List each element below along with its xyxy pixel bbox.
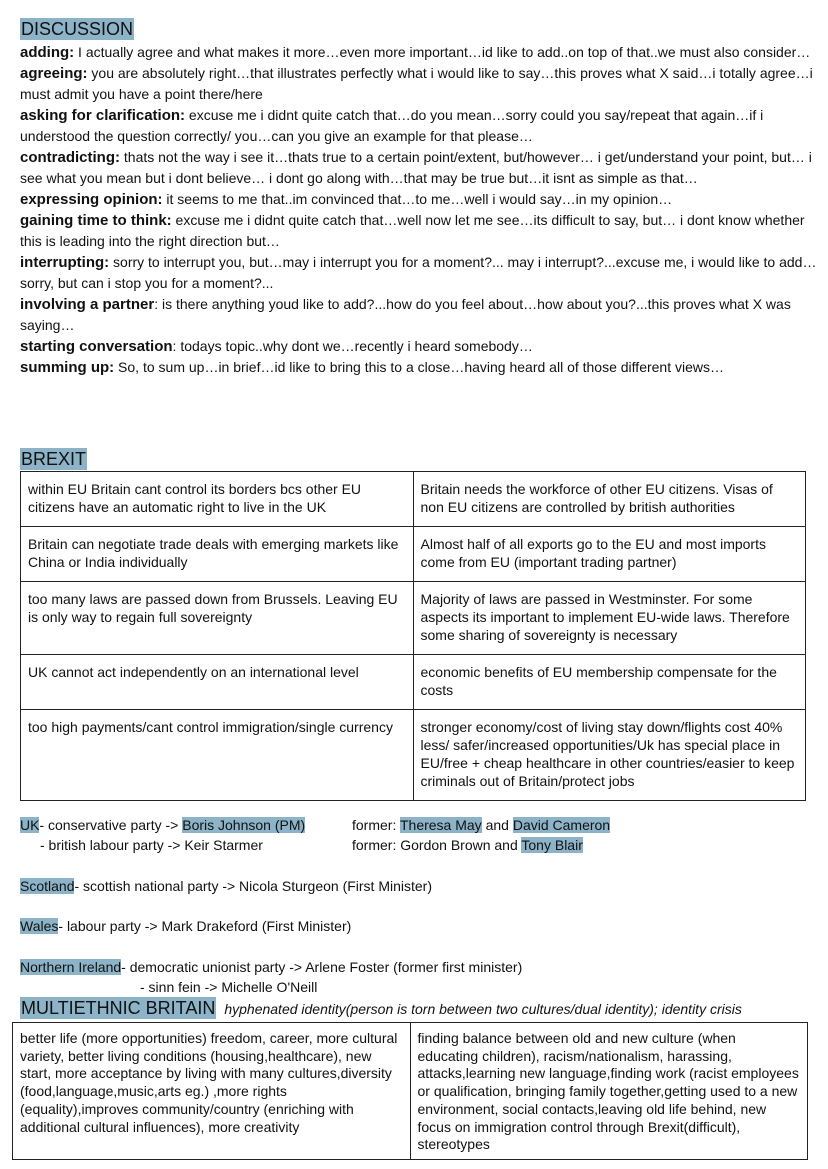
phrase-text: thats not the way i see it…thats true to a certain point/extent, but/however… i get/understand your point, but… i see what you mean but i dont believe… i dont go along with…that may be true but…it isnt as simple as that… xyxy=(20,149,812,186)
phrase-term: agreeing: xyxy=(20,65,88,82)
ni-text: - democratic unionist party -> Arlene Foster (former first minister) xyxy=(121,959,523,975)
phrase-text: : is there anything youd like to add?...how do you feel about…how about you?...this proves what X was saying… xyxy=(20,296,791,333)
and-text: and xyxy=(481,817,513,833)
table-cell-advantages: better life (more opportunities) freedom, career, more cultural variety, better living conditions (housing,healthcare), new start, more acceptance by living with many cultures,diversity (food,language,music,arts eg.) ,more rights (equality),improves community/country (enriching with additional cultural influences), more creativity xyxy=(13,1023,411,1160)
phrase-interrupting xyxy=(20,252,820,294)
multiethnic-header xyxy=(20,997,742,1019)
table-cell-contra: Almost half of all exports go to the EU and most imports come from EU (important trading partner) xyxy=(413,527,806,582)
phrase-text: sorry to interrupt you, but…may i interrupt you for a moment?... may i interrupt?...excuse me, i would like to add…sorry, but can i stop you for a moment?... xyxy=(20,254,817,291)
uk-former-1 xyxy=(352,815,610,835)
former-name: Tony Blair xyxy=(521,837,583,853)
table-cell-pro: UK cannot act independently on an international level xyxy=(21,655,414,710)
discussion-title: DISCUSSION xyxy=(21,19,134,39)
uk-label: UK xyxy=(20,817,40,833)
phrase-involving-partner xyxy=(20,294,820,336)
phrase-term: interrupting: xyxy=(20,254,110,271)
table-cell-contra: stronger economy/cost of living stay down/flights cost 40% less/ safer/increased opportunities/Uk has special place in EU/free + cheap healthcare in other countries/easier to keep criminals out of Britain/protect jobs xyxy=(413,710,806,801)
phrase-summing-up xyxy=(20,357,820,378)
phrase-term: adding: xyxy=(20,44,75,61)
uk-former-2 xyxy=(352,835,583,855)
table-row xyxy=(21,472,806,527)
phrase-term: contradicting: xyxy=(20,149,120,166)
phrase-term: summing up: xyxy=(20,359,115,376)
scotland-text: - scottish national party -> Nicola Sturgeon (First Minister) xyxy=(74,878,432,894)
phrase-text: it seems to me that..im convinced that…to me…well i would say…in my opinion… xyxy=(162,191,673,207)
phrase-contradicting xyxy=(20,147,820,189)
phrase-gaining-time xyxy=(20,210,820,252)
phrase-starting xyxy=(20,336,820,357)
phrase-opinion xyxy=(20,189,820,210)
ni-parties xyxy=(20,957,522,997)
ni-row-2 xyxy=(20,977,522,997)
discussion-section xyxy=(20,18,820,378)
table-row xyxy=(21,655,806,710)
multiethnic-title: MULTIETHNIC BRITAIN xyxy=(21,998,216,1018)
phrase-adding xyxy=(20,42,820,63)
scotland-label: Scotland xyxy=(20,878,75,894)
table-row xyxy=(21,710,806,801)
phrase-text: So, to sum up…in brief…id like to bring this to a close…having heard all of those different views… xyxy=(114,359,724,375)
wales-parties xyxy=(20,916,351,936)
phrase-term: asking for clarification: xyxy=(20,107,186,124)
table-cell-pro: too many laws are passed down from Brussels. Leaving EU is only way to regain full sovereignty xyxy=(21,582,414,655)
brexit-table xyxy=(20,471,806,801)
table-cell-pro: Britain can negotiate trade deals with emerging markets like China or India individually xyxy=(21,527,414,582)
scotland-parties xyxy=(20,876,432,896)
former-label: former: Gordon Brown and xyxy=(352,837,522,853)
table-cell-pro: too high payments/cant control immigration/single currency xyxy=(21,710,414,801)
phrase-text: excuse me i didnt quite catch that…well now let me see…its difficult to say, but… i dont know whether this is leading into the right direction but… xyxy=(20,212,805,249)
phrase-text: : todays topic..why dont we…recently i heard somebody… xyxy=(172,338,533,354)
table-row xyxy=(21,582,806,655)
uk-party-2: - british labour party -> Keir Starmer xyxy=(40,837,263,853)
table-row xyxy=(13,1023,808,1160)
table-cell-contra: Britain needs the workforce of other EU citizens. Visas of non EU citizens are controlled by british authorities xyxy=(413,472,806,527)
phrase-clarification xyxy=(20,105,820,147)
phrase-term: starting conversation xyxy=(20,338,173,355)
ni-label: Northern Ireland xyxy=(20,959,122,975)
uk-row-1 xyxy=(20,815,611,835)
phrase-term: expressing opinion: xyxy=(20,191,163,208)
multiethnic-subtitle: hyphenated identity(person is torn between two cultures/dual identity); identity crisis xyxy=(224,1001,742,1017)
phrase-term: involving a partner xyxy=(20,296,155,313)
table-cell-pro: within EU Britain cant control its borders bcs other EU citizens have an automatic right to live in the UK xyxy=(21,472,414,527)
uk-leader-1: Boris Johnson (PM) xyxy=(182,817,306,833)
wales-text: - labour party -> Mark Drakeford (First Minister) xyxy=(58,918,352,934)
former-name: Theresa May xyxy=(399,817,482,833)
ni-text-2: - sinn fein -> Michelle O'Neill xyxy=(140,979,318,995)
table-row xyxy=(21,527,806,582)
wales-label: Wales xyxy=(20,918,59,934)
table-cell-problems: finding balance between old and new culture (when educating children), racism/nationalism, harassing, attacks,learning new language,finding work (racist employees or qualification, bringing family together,getting used to a new environment, social contacts,leaving old life behind, new focus on immigration control through Brexit(difficult), stereotypes xyxy=(410,1023,808,1160)
multiethnic-table xyxy=(12,1022,808,1160)
brexit-title: BREXIT xyxy=(21,449,87,469)
phrase-text: excuse me i didnt quite catch that…do you mean…sorry could you say/repeat that again…if i understood the question correctly/ you…can you give an example for that please… xyxy=(20,107,764,144)
phrase-text: I actually agree and what makes it more…even more important…id like to add..on top of that..we must also consider… xyxy=(74,44,811,60)
ni-row-1 xyxy=(20,957,522,977)
uk-parties xyxy=(20,815,611,855)
phrase-term: gaining time to think: xyxy=(20,212,172,229)
former-label: former: xyxy=(352,817,400,833)
phrase-text: you are absolutely right…that illustrates perfectly what i would like to say…this proves what X said…i totally agree…i must admit you have a point there/here xyxy=(20,65,813,102)
phrase-agreeing xyxy=(20,63,820,105)
table-cell-contra: economic benefits of EU membership compensate for the costs xyxy=(413,655,806,710)
phrase-list xyxy=(20,42,820,378)
uk-row-2 xyxy=(20,835,583,855)
table-cell-contra: Majority of laws are passed in Westminster. For some aspects its important to implement EU-wide laws. Therefore some sharing of sovereignty is necessary xyxy=(413,582,806,655)
former-name: David Cameron xyxy=(512,817,611,833)
uk-party-1: - conservative party -> xyxy=(39,817,183,833)
